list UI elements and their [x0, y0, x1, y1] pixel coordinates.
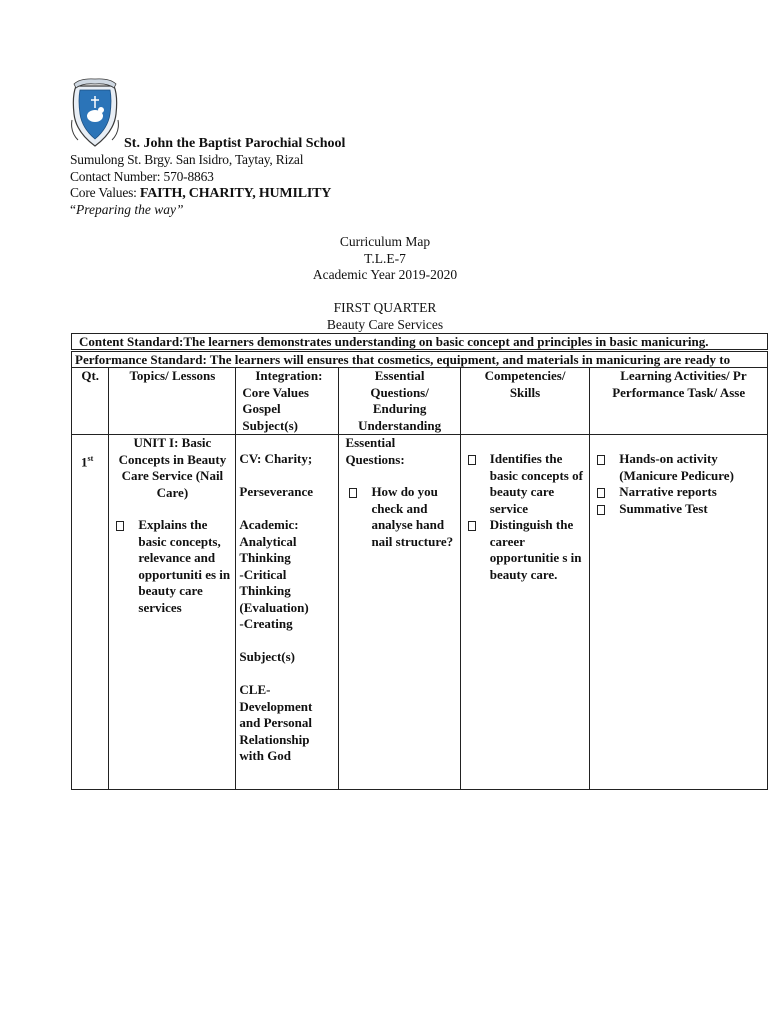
quarter-suffix: st [87, 454, 94, 463]
integration-line: CV: Charity; [239, 451, 313, 466]
list-item: Narrative reports [593, 484, 743, 501]
integration-line: Subject(s) [239, 649, 295, 664]
header-essential-line: Understanding [358, 417, 442, 433]
motto-text: Preparing the way” [76, 202, 184, 217]
integration-line: (Evaluation) [239, 599, 309, 615]
header-topics: Topics/ Lessons [109, 368, 236, 435]
header-competencies [460, 368, 589, 435]
header-activities-line: Learning Activities/ Pr [620, 368, 747, 383]
subject-code: T.L.E-7 [364, 250, 406, 266]
doc-title: Curriculum Map [339, 234, 431, 249]
integration-line: Development [239, 698, 313, 714]
performance-standard-row [72, 351, 768, 368]
integration-line: and Personal [239, 715, 312, 730]
performance-standard: Performance Standard: The learners will ensures that cosmetics, equipment, and materials in manicuring are ready to [72, 351, 768, 368]
quarter-block [0, 300, 768, 333]
table-row [72, 435, 768, 790]
quarter-title: FIRST QUARTER [333, 300, 437, 315]
header-integration-line: Integration: [255, 368, 323, 383]
competency-list [464, 451, 586, 583]
integration-line: CLE- [239, 682, 271, 697]
header-qt: Qt. [72, 368, 109, 435]
header-essential [339, 368, 460, 435]
eq-list [345, 484, 456, 550]
integration-line: -Critical [239, 566, 287, 582]
list-item: Summative Test [593, 501, 743, 518]
header-integration [236, 368, 339, 435]
document-title-block [0, 234, 768, 284]
contact-number: Contact Number: 570-8863 [70, 169, 214, 184]
list-item: How do you check and analyse hand nail structure? [345, 484, 456, 550]
motto-open-quote: “ [70, 202, 76, 217]
strand-title: Beauty Care Services [326, 316, 444, 332]
header-competencies-line: Competencies/ [484, 368, 566, 383]
core-values-label: Core Values: [70, 185, 137, 200]
integration-line: Thinking [239, 583, 291, 598]
unit-title: UNIT I: Basic Concepts in Beauty Care Service (Nail Care) [118, 435, 227, 500]
integration-line: -Creating [239, 616, 293, 631]
header-essential-line: Questions/ [370, 384, 429, 400]
core-values [70, 185, 331, 202]
header-activities-line: Performance Task/ Asse [612, 384, 746, 400]
header-integration-line: Gospel [242, 401, 281, 416]
list-item: Identifies the basic concepts of beauty care service [464, 451, 586, 517]
integration-line: with God [239, 748, 292, 763]
cell-topics [109, 435, 236, 790]
integration-lines [239, 435, 335, 765]
quarter-number: 1 [81, 454, 88, 470]
topic-list [112, 517, 232, 616]
school-motto [70, 202, 184, 218]
integration-line: Perseverance [239, 484, 314, 499]
header-integration-line: Core Values [242, 384, 309, 400]
header-integration-line: Subject(s) [242, 417, 298, 433]
cell-activities [590, 435, 768, 790]
cell-integration [236, 435, 339, 790]
list-item: Explains the basic concepts, relevance and opportuniti es in beauty care services [112, 517, 232, 616]
school-crest-logo [70, 76, 120, 150]
eq-label: Essential Questions: [345, 435, 405, 467]
core-values-text: FAITH, CHARITY, HUMILITY [139, 186, 332, 201]
integration-line [239, 666, 335, 683]
cell-competencies [460, 435, 589, 790]
academic-year: Academic Year 2019-2020 [312, 267, 458, 282]
integration-line: Relationship [239, 731, 310, 747]
activity-list [593, 451, 743, 517]
table-header-row [72, 368, 768, 435]
list-item: Distinguish the career opportunitie s in beauty care. [464, 517, 586, 583]
integration-line [239, 468, 335, 485]
cell-essential-questions [339, 435, 460, 790]
school-address: Sumulong St. Brgy. San Isidro, Taytay, Rizal [70, 152, 304, 167]
integration-line: Thinking [239, 550, 291, 565]
integration-line [239, 633, 335, 650]
content-standard: Content Standard:The learners demonstrates understanding on basic concept and principles in basic manicuring. [72, 334, 768, 351]
integration-line [239, 501, 335, 518]
content-standard-row [72, 334, 768, 351]
integration-line: Analytical [239, 533, 297, 549]
header-essential-line: Enduring [372, 401, 427, 416]
school-name: St. John the Baptist Parochial School [124, 136, 346, 151]
list-item: Hands-on activity (Manicure Pedicure) [593, 451, 743, 484]
header-essential-line: Essential [374, 368, 425, 383]
cell-quarter [72, 435, 109, 790]
integration-line: Academic: [239, 517, 299, 532]
header-activities [590, 368, 768, 435]
header-competencies-line: Skills [509, 384, 541, 400]
curriculum-map-table [71, 333, 768, 790]
